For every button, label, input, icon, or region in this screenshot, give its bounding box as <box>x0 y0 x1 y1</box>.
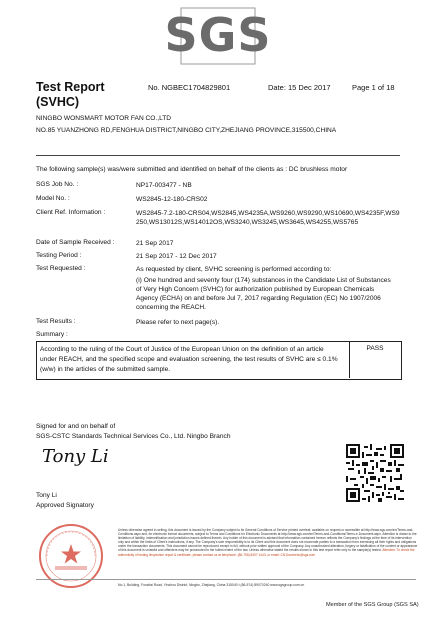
footer-address: No.1, Building, Fonzitai Road, Yinzhou District, Ningbo, Zhejiang, China 315040 t (86-574) 89070240 www.sgsgroup.com.cn <box>118 583 305 587</box>
qr-code-icon[interactable] <box>346 444 404 502</box>
field-value-test-results: Please refer to next page(s). <box>136 319 220 326</box>
signatory-title: Approved Signatory <box>36 502 94 509</box>
summary-result: PASS <box>366 345 384 352</box>
terms-text: Unless otherwise agreed in writing, this document is issued by the Company subject to its General Conditions of Service printed overleaf, available on request or accessible at http://www.sgs.com/en/Terms-and-Conditions.aspx and, for electronic format documents, subject to Terms and Conditions for Electronic Documents at http://www.sgs.com/en/Terms-and-Conditions/Terms-e-Document.aspx. Attention is drawn to the limitation of liability, indemnification and jurisdiction issues defined therein. Any holder of this document is advised that information contained hereon reflects the Company's findings at the time of its intervention only and within the limits of Client's instructions, if any. The Company's sole responsibility is to its Client and this document does not exonerate parties to a transaction from exercising all their rights and obligations under the transaction documents. This document cannot be reproduced except in full, without prior written approval of the Company. Any unauthorized alteration, forgery or falsification of the content or appearance of this document is unlawful and offenders may be prosecuted to the fullest extent of the law. Unless otherwise stated the results shown in this test report refer only to the sample(s) tested. <box>118 528 418 553</box>
company-block <box>36 113 336 137</box>
signed-line-2: SGS-CSTC Standards Technical Services Co., Ltd. Ningbo Branch <box>36 433 231 440</box>
report-date: Date: 15 Dec 2017 <box>268 83 331 92</box>
terms-fine-print <box>118 528 418 557</box>
field-label-client-ref: Client Ref. Information : <box>36 209 106 216</box>
field-value-test-requested: As requested by client, SVHC screening is performed according to: <box>136 266 332 273</box>
report-title: Test Report <box>36 80 105 94</box>
field-value-test-requested-detail: (i) One hundred and seventy four (174) substances in the Candidate List of Substances of Very High Concern (SVHC) for authorization published by European Chemicals Agency (ECHA) on and before Jul 7, 2017 regarding Regulation (EC) No 1907/2006 concerning the REACH. <box>136 277 391 311</box>
signed-on-behalf <box>36 422 230 442</box>
sgs-member-line: Member of the SGS Group (SGS SA) <box>326 602 419 608</box>
field-value-job-no: NP17-003477 - NB <box>136 182 192 189</box>
field-label-job-no: SGS Job No. : <box>36 181 79 188</box>
field-value-model-no: WS2845-12-180-CRS02 <box>136 196 208 203</box>
field-label-summary: Summary : <box>36 331 68 338</box>
signed-line-1: Signed for and on behalf of <box>36 423 116 430</box>
report-number: No. NGBEC1704829801 <box>148 83 231 92</box>
field-value-date-received: 21 Sep 2017 <box>136 240 174 247</box>
intro-text: The following sample(s) was/were submitted and identified on behalf of the clients as : DC brushless motor <box>36 166 348 173</box>
summary-divider <box>349 341 350 378</box>
signatory-name: Tony Li <box>36 492 57 499</box>
page-indicator: Page 1 of 18 <box>352 83 395 92</box>
summary-text: According to the ruling of the Court of Justice of the European Union on the definition of an article under REACH, and the specified scope and evaluation screening, the test results of SVHC are ≤ 0.1% (w/w) in the articles of the submitted sample. <box>40 346 338 373</box>
company-address: NO.85 YUANZHONG RD,FENGHUA DISTRICT,NINGBO CITY,ZHEJIANG PROVINCE,315500,CHINA <box>36 127 337 134</box>
field-label-test-requested: Test Requested : <box>36 265 86 272</box>
field-label-model-no: Model No. : <box>36 195 70 202</box>
footer-divider <box>36 579 416 596</box>
logo-wordmark: SGS <box>164 8 272 62</box>
field-value-client-ref: WS2845-7.2-180-CRS04,WS2845,WS4235A,WS9260,WS9290,WS10690,WS4235F,WS9250,WS13012S,WS14012OS,WS3240,WS3245,WS3645,WS4255,WS5765 <box>136 210 400 226</box>
authenticity-notice: Attention: To check the authenticity of testing /inspection report & certificate, please contact us at telephone: (86-755) 8307 1443, or email: CN.Doccheck@sgs.com <box>118 548 415 557</box>
divider <box>36 155 400 156</box>
handwritten-signature: Tony Li <box>42 446 109 467</box>
field-label-test-results: Test Results : <box>36 318 76 325</box>
field-label-date-received: Date of Sample Received : <box>36 239 115 246</box>
company-name: NINGBO WONSMART MOTOR FAN CO.,LTD <box>36 115 172 122</box>
report-subtitle: (SVHC) <box>36 95 80 109</box>
field-value-testing-period: 21 Sep 2017 - 12 Dec 2017 <box>136 253 217 260</box>
signatory-block <box>36 491 94 511</box>
field-label-testing-period: Testing Period : <box>36 252 82 259</box>
